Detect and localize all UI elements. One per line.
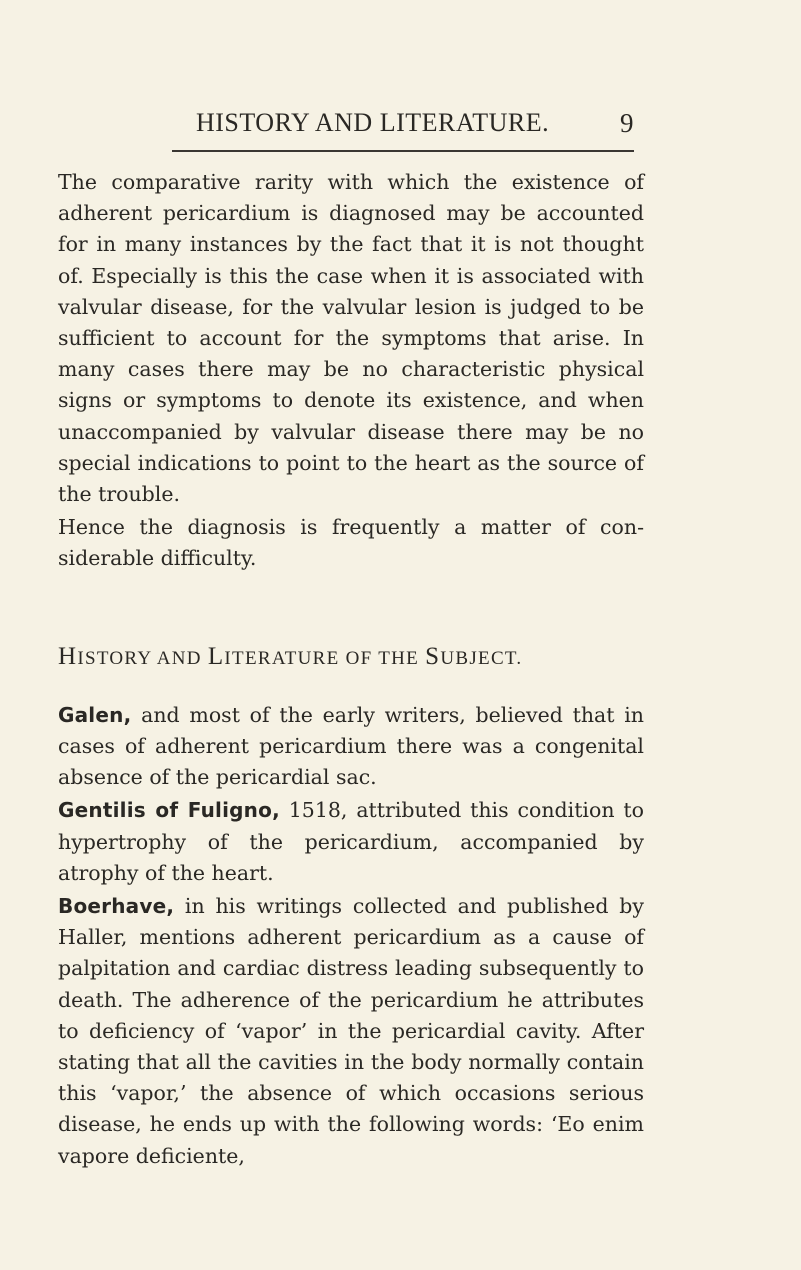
- paragraph-gentilis: [58, 795, 644, 889]
- page-body: [58, 167, 644, 1172]
- page-number: 9: [620, 108, 634, 138]
- heading-word-and: AND: [156, 647, 202, 669]
- section-heading: [58, 641, 644, 674]
- paragraph-galen-text: and most of the early writers, believed that in cases of adherent pericardium there was a congenital absence of the pericardial sac.: [58, 702, 644, 790]
- heading-cap-s: S: [425, 642, 441, 670]
- paragraph-boerhave: [58, 891, 644, 1172]
- header-rule: [172, 150, 634, 152]
- paragraph-galen: [58, 700, 644, 794]
- heading-word-subject: UBJECT.: [440, 647, 523, 669]
- author-name-boerhave: Boerhave,: [58, 894, 175, 919]
- heading-word-literature: ITERATURE: [224, 647, 340, 669]
- paragraph-intro: The comparative rarity with which the existence of adherent pericardium is diagnosed may be accounted for in many instances by the fact that it is not thought of. Especially is this the case when it is associated with valvular disease, for the valvular lesion is judged to be sufficient to account for the symptoms that arise. In many cases there may be no characteristic physical signs or symptoms to denote its existence, and when unaccompanied by valvular disease there may be no special indications to point to the heart as the source of the trouble.: [58, 170, 644, 507]
- paragraph-boerhave-text: in his writings collected and published by Haller, mentions adherent pericardium as a cause of palpitation and cardiac distress leading subsequently to death. The adherence of the pericardium he attributes to deficiency of ‘vapor’ in the pericardial cavity. After stating that all the cavities in the body normally contain this ‘vapor,’ the absence of which occasions serious disease, he ends up with the following words: ‘Eo enim vapore deficiente,: [58, 894, 644, 1168]
- heading-word-history: ISTORY: [77, 647, 152, 669]
- author-name-gentilis: Gentilis of Fuligno,: [58, 798, 280, 823]
- heading-cap-l: L: [207, 642, 225, 670]
- running-title: HISTORY AND LITERATURE.: [196, 108, 550, 137]
- heading-cap-h: H: [58, 642, 78, 670]
- heading-word-of-the: OF THE: [345, 647, 420, 669]
- running-head: [184, 108, 634, 142]
- paragraph-gentilis-text: 1518, attributed this condition to hypertrophy of the pericardium, accompanied by atrophy of the heart.: [58, 798, 645, 885]
- paragraph-diagnosis: Hence the diagnosis is frequently a matter of considerable difficulty.: [58, 515, 644, 571]
- author-name-galen: Galen,: [58, 702, 132, 727]
